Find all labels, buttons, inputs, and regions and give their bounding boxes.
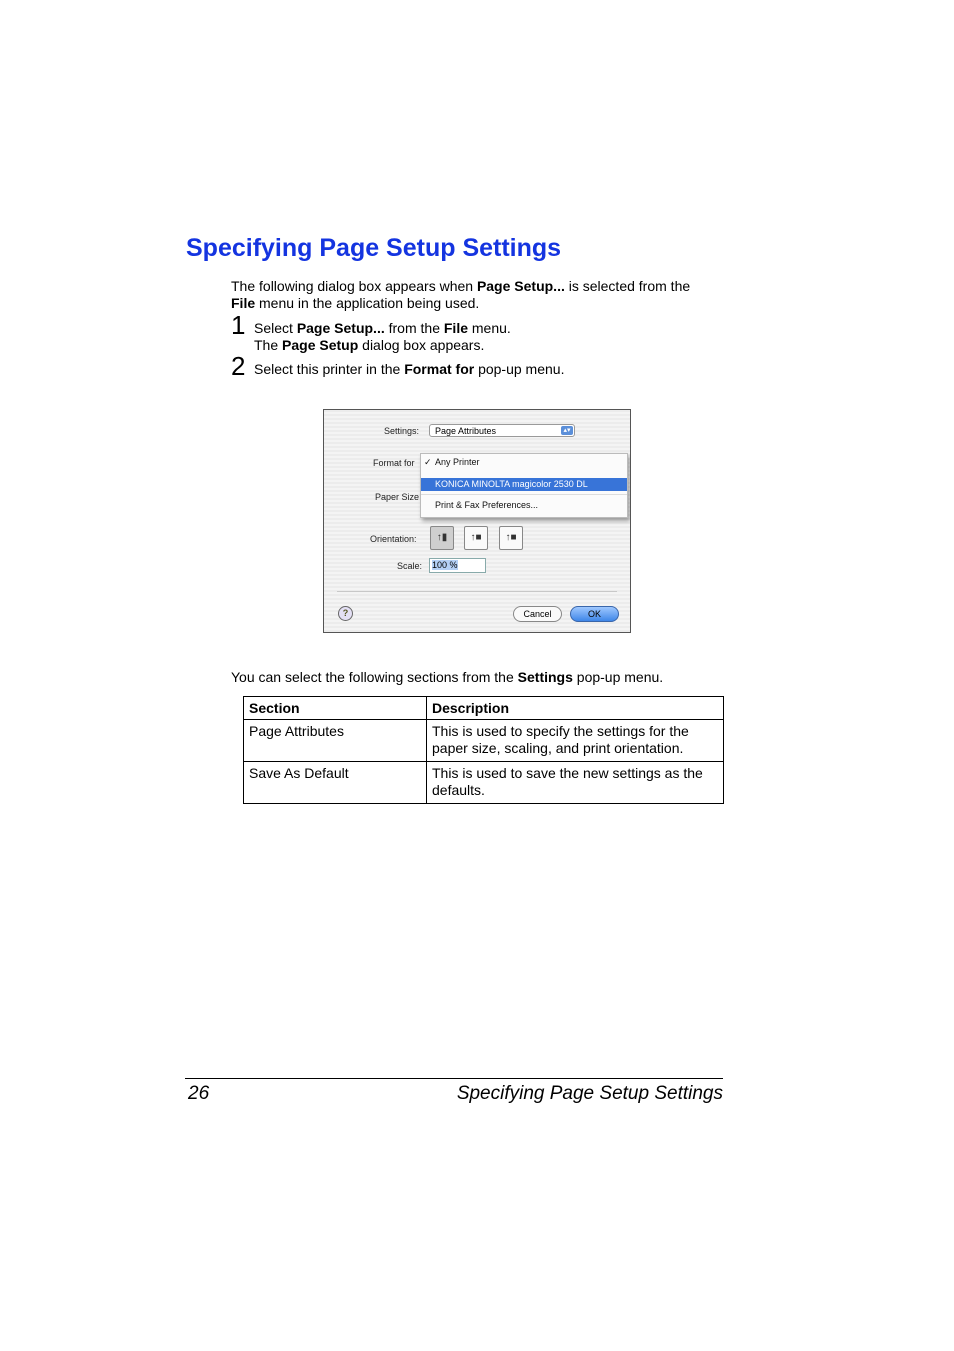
menu-item-label: KONICA MINOLTA magicolor 2530 DL: [435, 479, 588, 489]
step-bold: Page Setup: [282, 337, 359, 353]
menu-item-any-printer[interactable]: [421, 456, 627, 469]
landscape-orientation-icon[interactable]: ↑■: [464, 526, 488, 550]
paragraph-text: You can select the following sections from the: [231, 669, 518, 685]
checkmark-icon: ✓: [424, 457, 432, 467]
footer-rule: [185, 1078, 723, 1079]
settings-paragraph: [231, 669, 663, 686]
step-text: dialog box appears.: [358, 337, 485, 353]
footer-title: Specifying Page Setup Settings: [456, 1083, 723, 1104]
intro-bold-page-setup: Page Setup...: [476, 278, 565, 294]
scale-value: 100 %: [432, 560, 458, 570]
step-bold: Page Setup...: [296, 320, 385, 336]
format-for-label: Format for: [373, 458, 415, 468]
intro-text: The following dialog box appears when: [231, 278, 477, 294]
settings-sections-table: [243, 696, 724, 804]
table-header-row: [244, 697, 724, 720]
table-header-description: Description: [427, 697, 724, 720]
step-text: pop-up menu.: [474, 361, 565, 377]
step-text: The: [254, 337, 283, 353]
settings-label: Settings:: [384, 426, 420, 436]
settings-popup[interactable]: [429, 424, 575, 437]
step-number-1: 1: [231, 310, 246, 340]
ok-button[interactable]: OK: [570, 606, 619, 622]
table-cell-section: Page Attributes: [244, 720, 427, 762]
step-1-text: [254, 320, 511, 354]
menu-divider: [421, 494, 627, 495]
page-title: Specifying Page Setup Settings: [186, 234, 562, 262]
step-text: menu.: [468, 320, 511, 336]
table-row: [244, 762, 724, 804]
intro-bold-file: File: [231, 295, 256, 311]
step-text: Select this printer in the: [254, 361, 405, 377]
dialog-separator: [337, 591, 617, 592]
intro-text: is selected from the: [564, 278, 691, 294]
scale-input[interactable]: [429, 558, 486, 573]
settings-popup-value: Page Attributes: [435, 426, 497, 436]
orientation-label: Orientation:: [370, 534, 417, 544]
menu-item-label: Print & Fax Preferences...: [435, 500, 539, 510]
table-header-section: Section: [244, 697, 427, 720]
updown-arrows-icon: ▴▾: [561, 426, 573, 435]
menu-item-konica-minolta[interactable]: [421, 478, 627, 491]
page-number: 26: [188, 1083, 210, 1104]
paper-size-label: Paper Size: [375, 492, 420, 502]
intro-text: menu in the application being used.: [255, 295, 480, 311]
page-setup-dialog-screenshot: [323, 409, 631, 633]
paragraph-bold: Settings: [517, 669, 573, 685]
table-cell-description: [427, 720, 724, 762]
step-2-text: [254, 361, 564, 378]
description-line: paper size, scaling, and print orientation.: [432, 740, 684, 756]
description-line: This is used to specify the settings for the: [432, 723, 689, 739]
reverse-landscape-orientation-icon[interactable]: ↑■: [499, 526, 523, 550]
description-line: This is used to save the new settings as the: [432, 765, 703, 781]
step-text: from the: [384, 320, 444, 336]
step-bold: File: [443, 320, 468, 336]
paragraph-text: pop-up menu.: [572, 669, 664, 685]
menu-item-print-fax-preferences[interactable]: [421, 499, 627, 512]
menu-item-label: Any Printer: [435, 457, 480, 467]
help-icon[interactable]: ?: [338, 606, 353, 621]
step-bold: Format for: [404, 361, 475, 377]
step-text: Select: [254, 320, 297, 336]
description-line: defaults.: [432, 782, 485, 798]
intro-paragraph: [231, 278, 690, 312]
table-cell-description: [427, 762, 724, 804]
format-for-menu: [420, 453, 628, 518]
step-number-2: 2: [231, 351, 246, 381]
cancel-button[interactable]: Cancel: [513, 606, 562, 622]
portrait-orientation-icon[interactable]: ↑▮: [430, 526, 454, 550]
table-cell-section: Save As Default: [244, 762, 427, 804]
scale-label: Scale:: [397, 561, 423, 571]
table-row: [244, 720, 724, 762]
